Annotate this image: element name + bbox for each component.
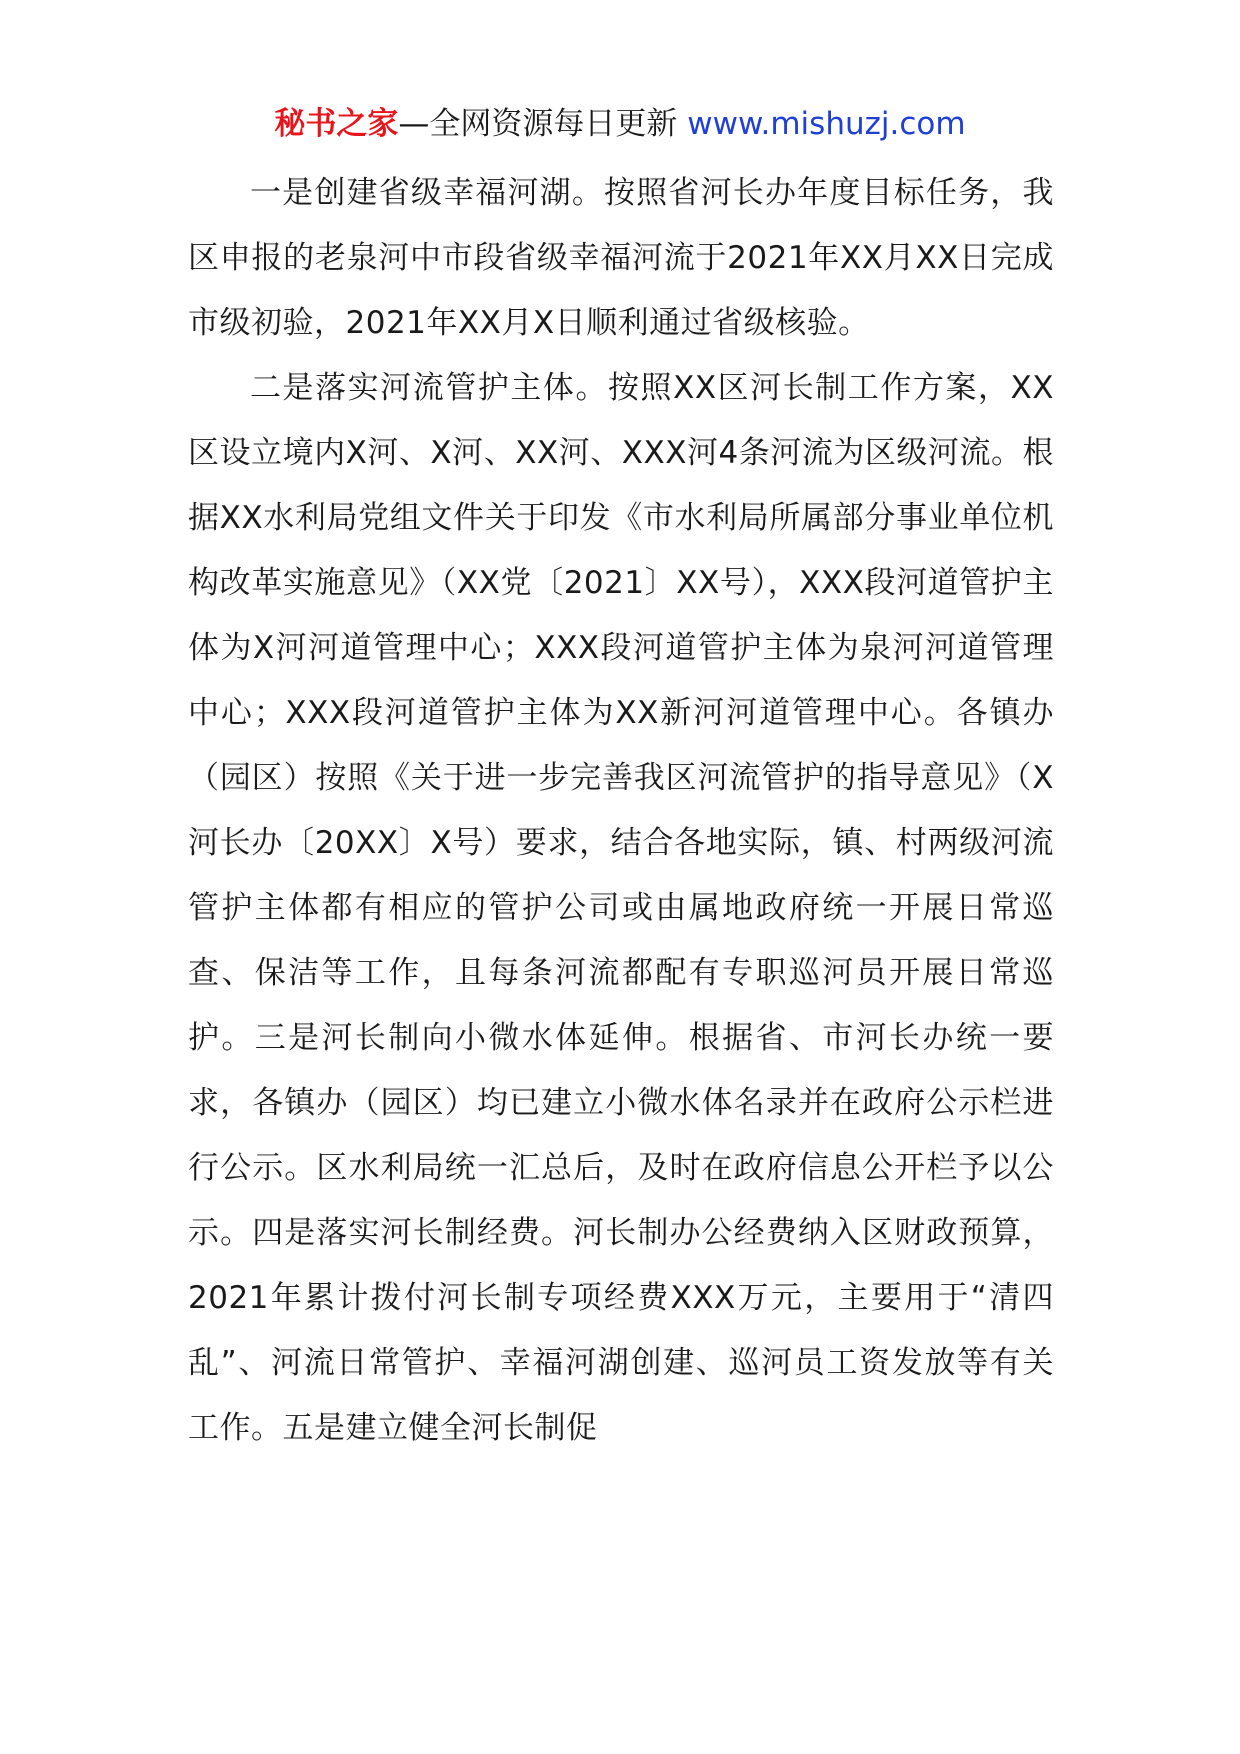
paragraph-1: 一是创建省级幸福河湖。按照省河长办年度目标任务，我区申报的老泉河中市段省级幸福河流于2021年XX月XX日完成市级初验，2021年XX月X日顺利通过省级核验。	[188, 175, 1054, 341]
document-body	[188, 161, 1054, 1461]
website-link[interactable]: www.mishuzj.com	[687, 106, 966, 142]
header-tagline: —全网资源每日更新	[398, 106, 678, 142]
paragraph-2: 二是落实河流管护主体。按照XX区河长制工作方案，XX区设立境内X河、X河、XX河、XXX河4条河流为区级河流。根据XX水利局党组文件关于印发《市水利局所属部分事业单位机构改革实施意见》（XX党〔2021〕XX号），XXX段河道管护主体为X河河道管理中心；XXX段河道管护主体为泉河河道管理中心；XXX段河道管护主体为XX新河河道管理中心。各镇办（园区）按照《关于进一步完善我区河流管护的指导意见》（X河长办〔20XX〕X号）要求，结合各地实际，镇、村两级河流管护主体都有相应的管护公司或由属地政府统一开展日常巡查、保洁等工作，且每条河流都配有专职巡河员开展日常巡护。三是河长制向小微水体延伸。根据省、市河长办统一要求，各镇办（园区）均已建立小微水体名录并在政府公示栏进行公示。区水利局统一汇总后，及时在政府信息公开栏予以公示。四是落实河长制经费。河长制办公经费纳入区财政预算，2021年累计拨付河长制专项经费XXX万元，主要用于“清四乱”、河流日常管护、幸福河湖创建、巡河员工资发放等有关工作。五是建立健全河长制促	[188, 370, 1054, 1446]
brand-name: 秘书之家	[274, 106, 399, 142]
page-header	[0, 100, 1240, 148]
